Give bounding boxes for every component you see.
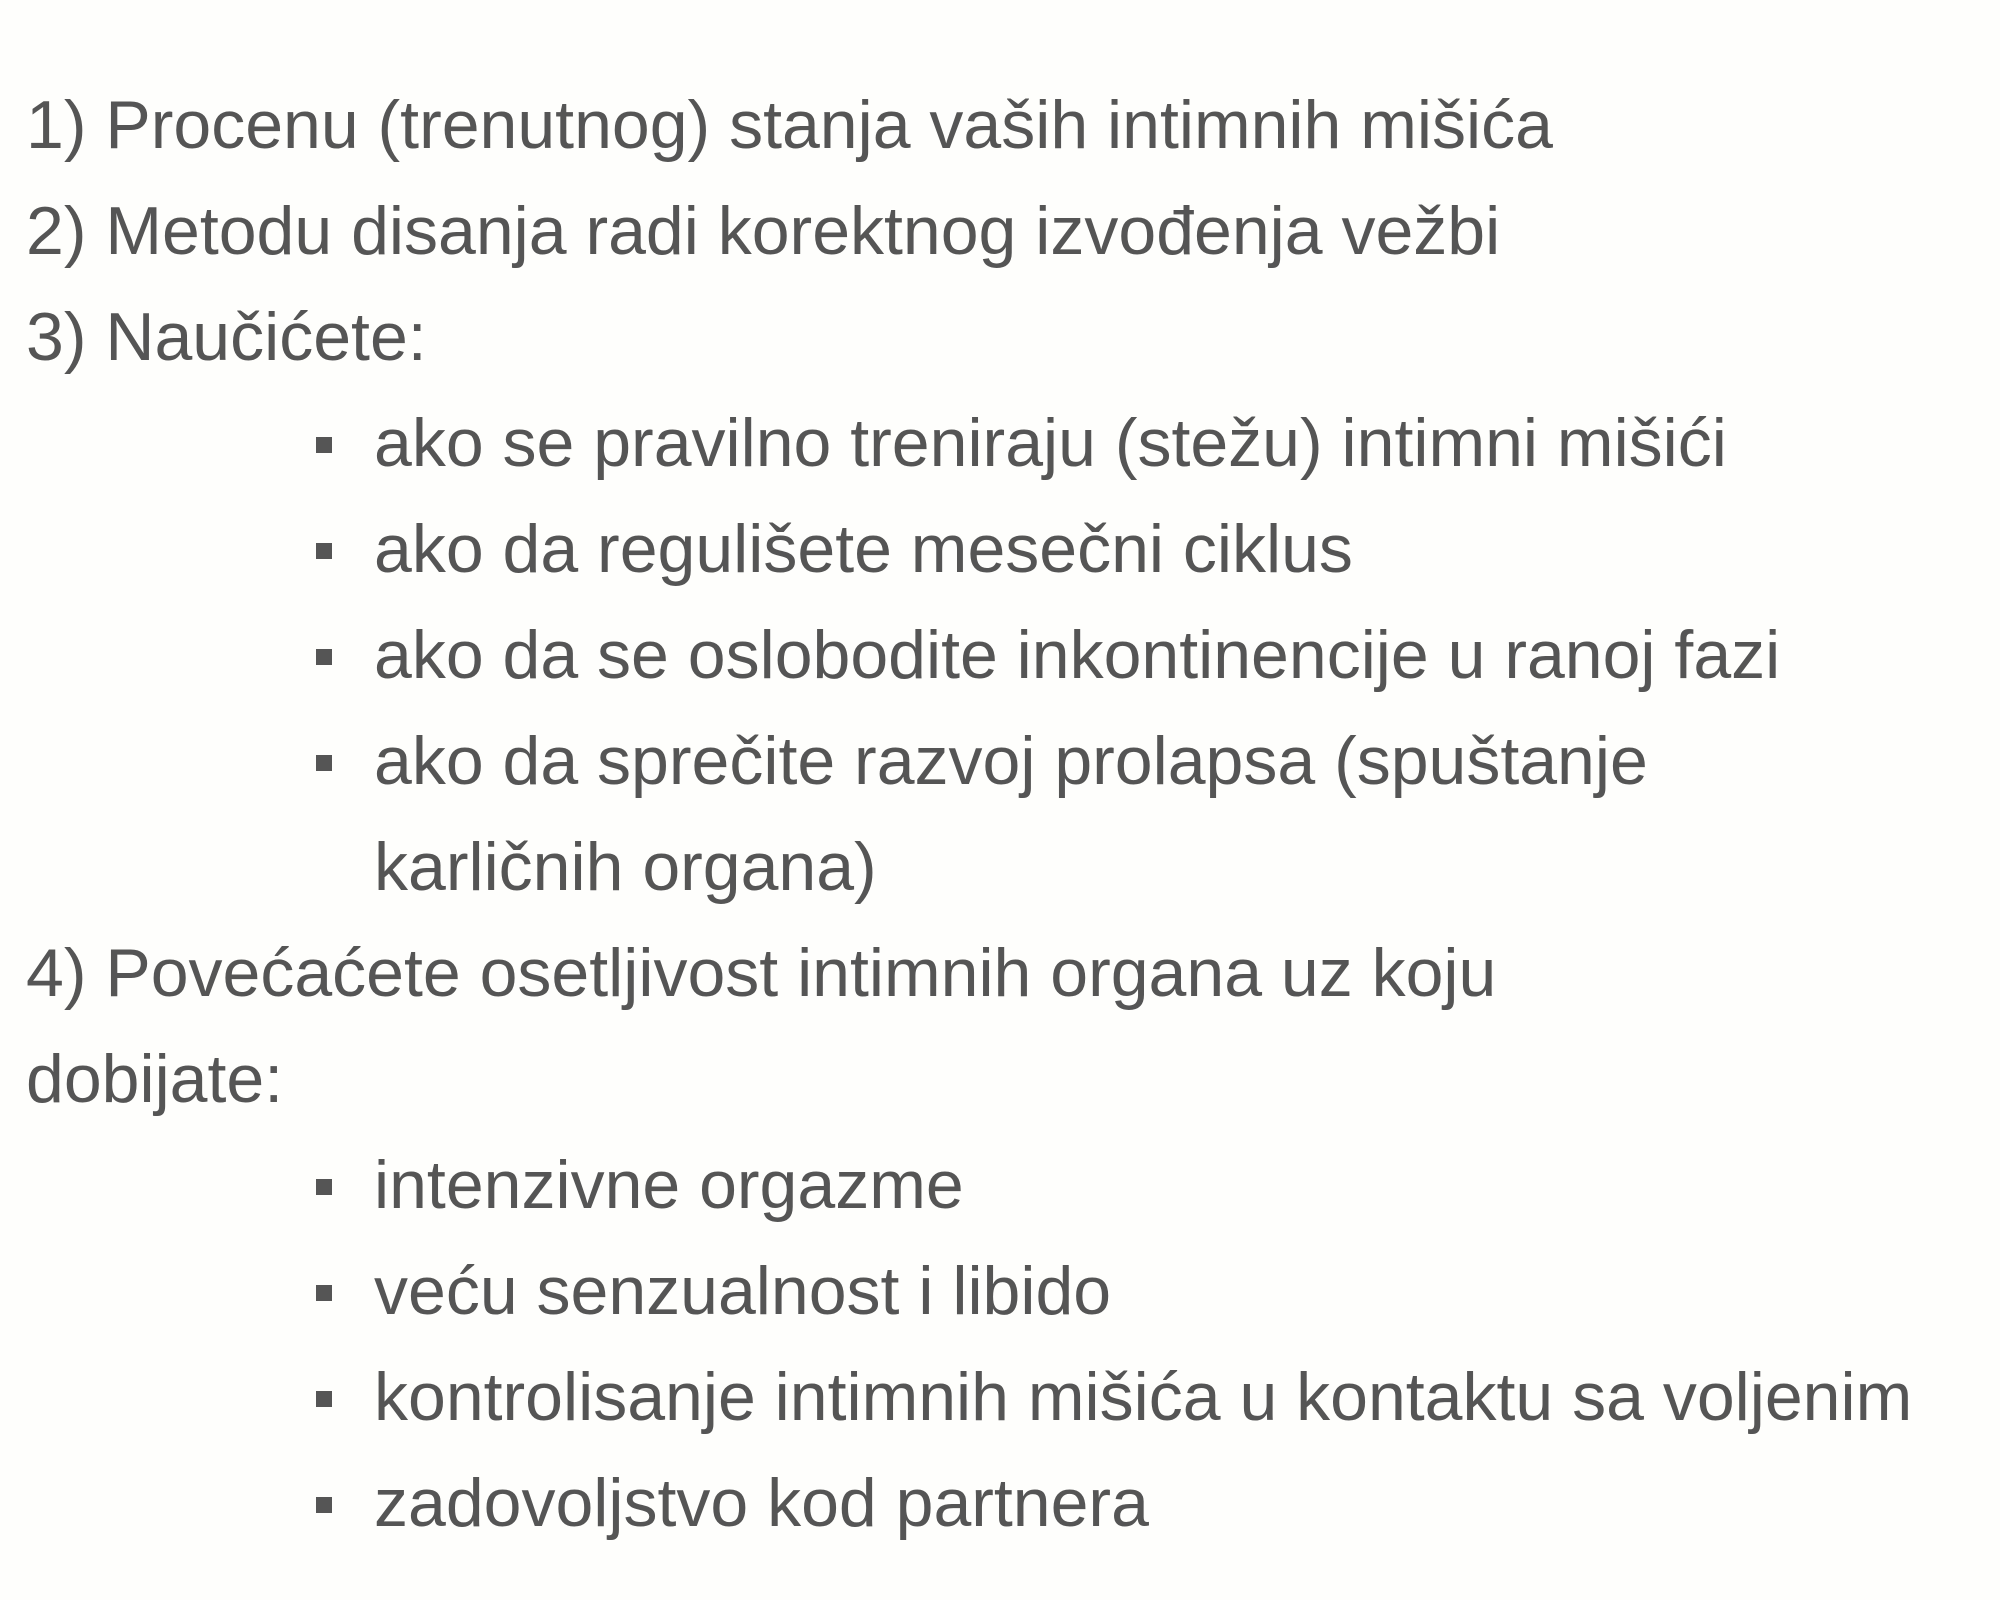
- sub-item-text-line1: ako da sprečite razvoj prolapsa (spuštanje: [374, 723, 1648, 799]
- sub-item-text: zadovoljstvo kod partnera: [374, 1465, 1149, 1541]
- sub-list-item: [26, 1238, 1986, 1344]
- item-text: Procenu (trenutnog) stanja vaših intimnih mišića: [105, 87, 1553, 163]
- sub-item-text: veću senzualnost i libido: [374, 1253, 1112, 1329]
- sub-list-item: [26, 1132, 1986, 1238]
- sub-item-text-line2: karličnih organa): [374, 829, 877, 905]
- square-bullet-icon: [316, 437, 332, 453]
- item-text-line2: dobijate:: [26, 1041, 284, 1117]
- item-number: 4): [26, 935, 87, 1011]
- item-number: 1): [26, 87, 87, 163]
- list-item-4: [26, 920, 1986, 1026]
- item-text: Metodu disanja radi korektnog izvođenja vežbi: [105, 193, 1501, 269]
- sub-list-item: [26, 1450, 1986, 1556]
- sub-item-text: intenzivne orgazme: [374, 1147, 964, 1223]
- square-bullet-icon: [316, 543, 332, 559]
- sub-list-item: [26, 390, 1986, 496]
- sub-list-3: [26, 390, 1986, 920]
- sub-item-text: ako se pravilno treniraju (stežu) intimni mišići: [374, 405, 1727, 481]
- sub-list-item: [26, 708, 1986, 920]
- sub-list-item: [26, 496, 1986, 602]
- item-number: 2): [26, 193, 87, 269]
- sub-list-item: [26, 1344, 1986, 1450]
- item-text: Naučićete:: [105, 299, 427, 375]
- list-item-1: [26, 72, 1986, 178]
- square-bullet-icon: [316, 1179, 332, 1195]
- square-bullet-icon: [316, 1285, 332, 1301]
- sub-item-text: ako da se oslobodite inkontinencije u ranoj fazi: [374, 617, 1781, 693]
- square-bullet-icon: [316, 1391, 332, 1407]
- square-bullet-icon: [316, 649, 332, 665]
- square-bullet-icon: [316, 755, 332, 771]
- sub-list-item: [26, 602, 1986, 708]
- list-item-2: [26, 178, 1986, 284]
- list-item-3: [26, 284, 1986, 390]
- sub-item-text: kontrolisanje intimnih mišića u kontaktu sa voljenim: [374, 1359, 1913, 1435]
- item-text-line1: Povećaćete osetljivost intimnih organa uz koju: [105, 935, 1497, 1011]
- document-body: [26, 72, 1986, 1556]
- sub-item-text: ako da regulišete mesečni ciklus: [374, 511, 1353, 587]
- item-number: 3): [26, 299, 87, 375]
- list-item-4-continuation: [26, 1026, 1986, 1132]
- square-bullet-icon: [316, 1497, 332, 1513]
- sub-list-4: [26, 1132, 1986, 1556]
